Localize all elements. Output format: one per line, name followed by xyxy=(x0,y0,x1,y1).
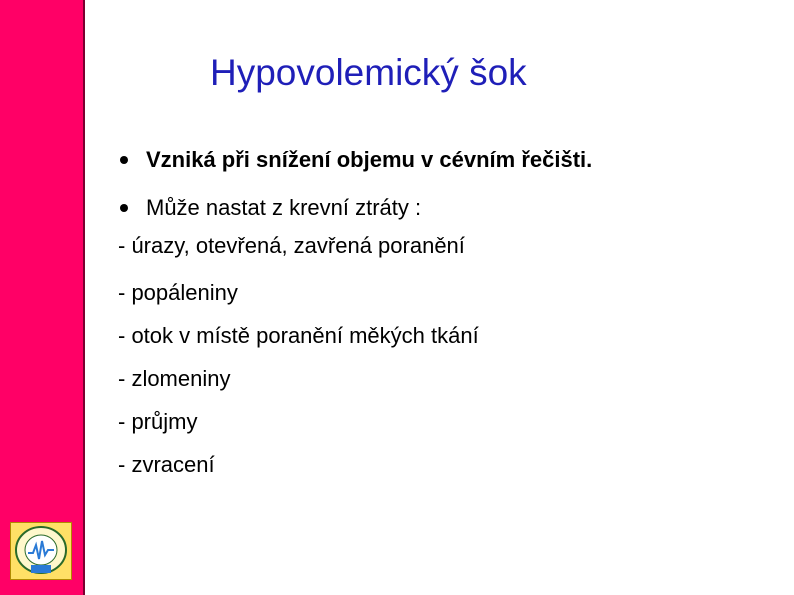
sub-item-diarrhea: - průjmy xyxy=(118,409,198,434)
sub-item-burns: - popáleniny xyxy=(118,280,238,305)
bullet-dot-icon xyxy=(120,156,128,164)
school-logo xyxy=(10,522,72,580)
bullet-text-2: Může nastat z krevní ztráty : xyxy=(146,195,422,220)
school-seal-icon xyxy=(11,523,71,579)
sub-item-injuries: - úrazy, otevřená, zavřená poranění xyxy=(118,233,465,258)
bullet-text-1: Vzniká při snížení objemu v cévním řečišti. xyxy=(146,147,593,172)
sidebar-accent-bar xyxy=(0,0,85,595)
sub-item-swelling: - otok v místě poranění měkých tkání xyxy=(118,323,479,348)
sub-item-vomiting: - zvracení xyxy=(118,452,215,477)
sub-item-fractures: - zlomeniny xyxy=(118,366,231,391)
slide-title: Hypovolemický šok xyxy=(210,52,527,93)
bullet-dot-icon xyxy=(120,204,128,212)
